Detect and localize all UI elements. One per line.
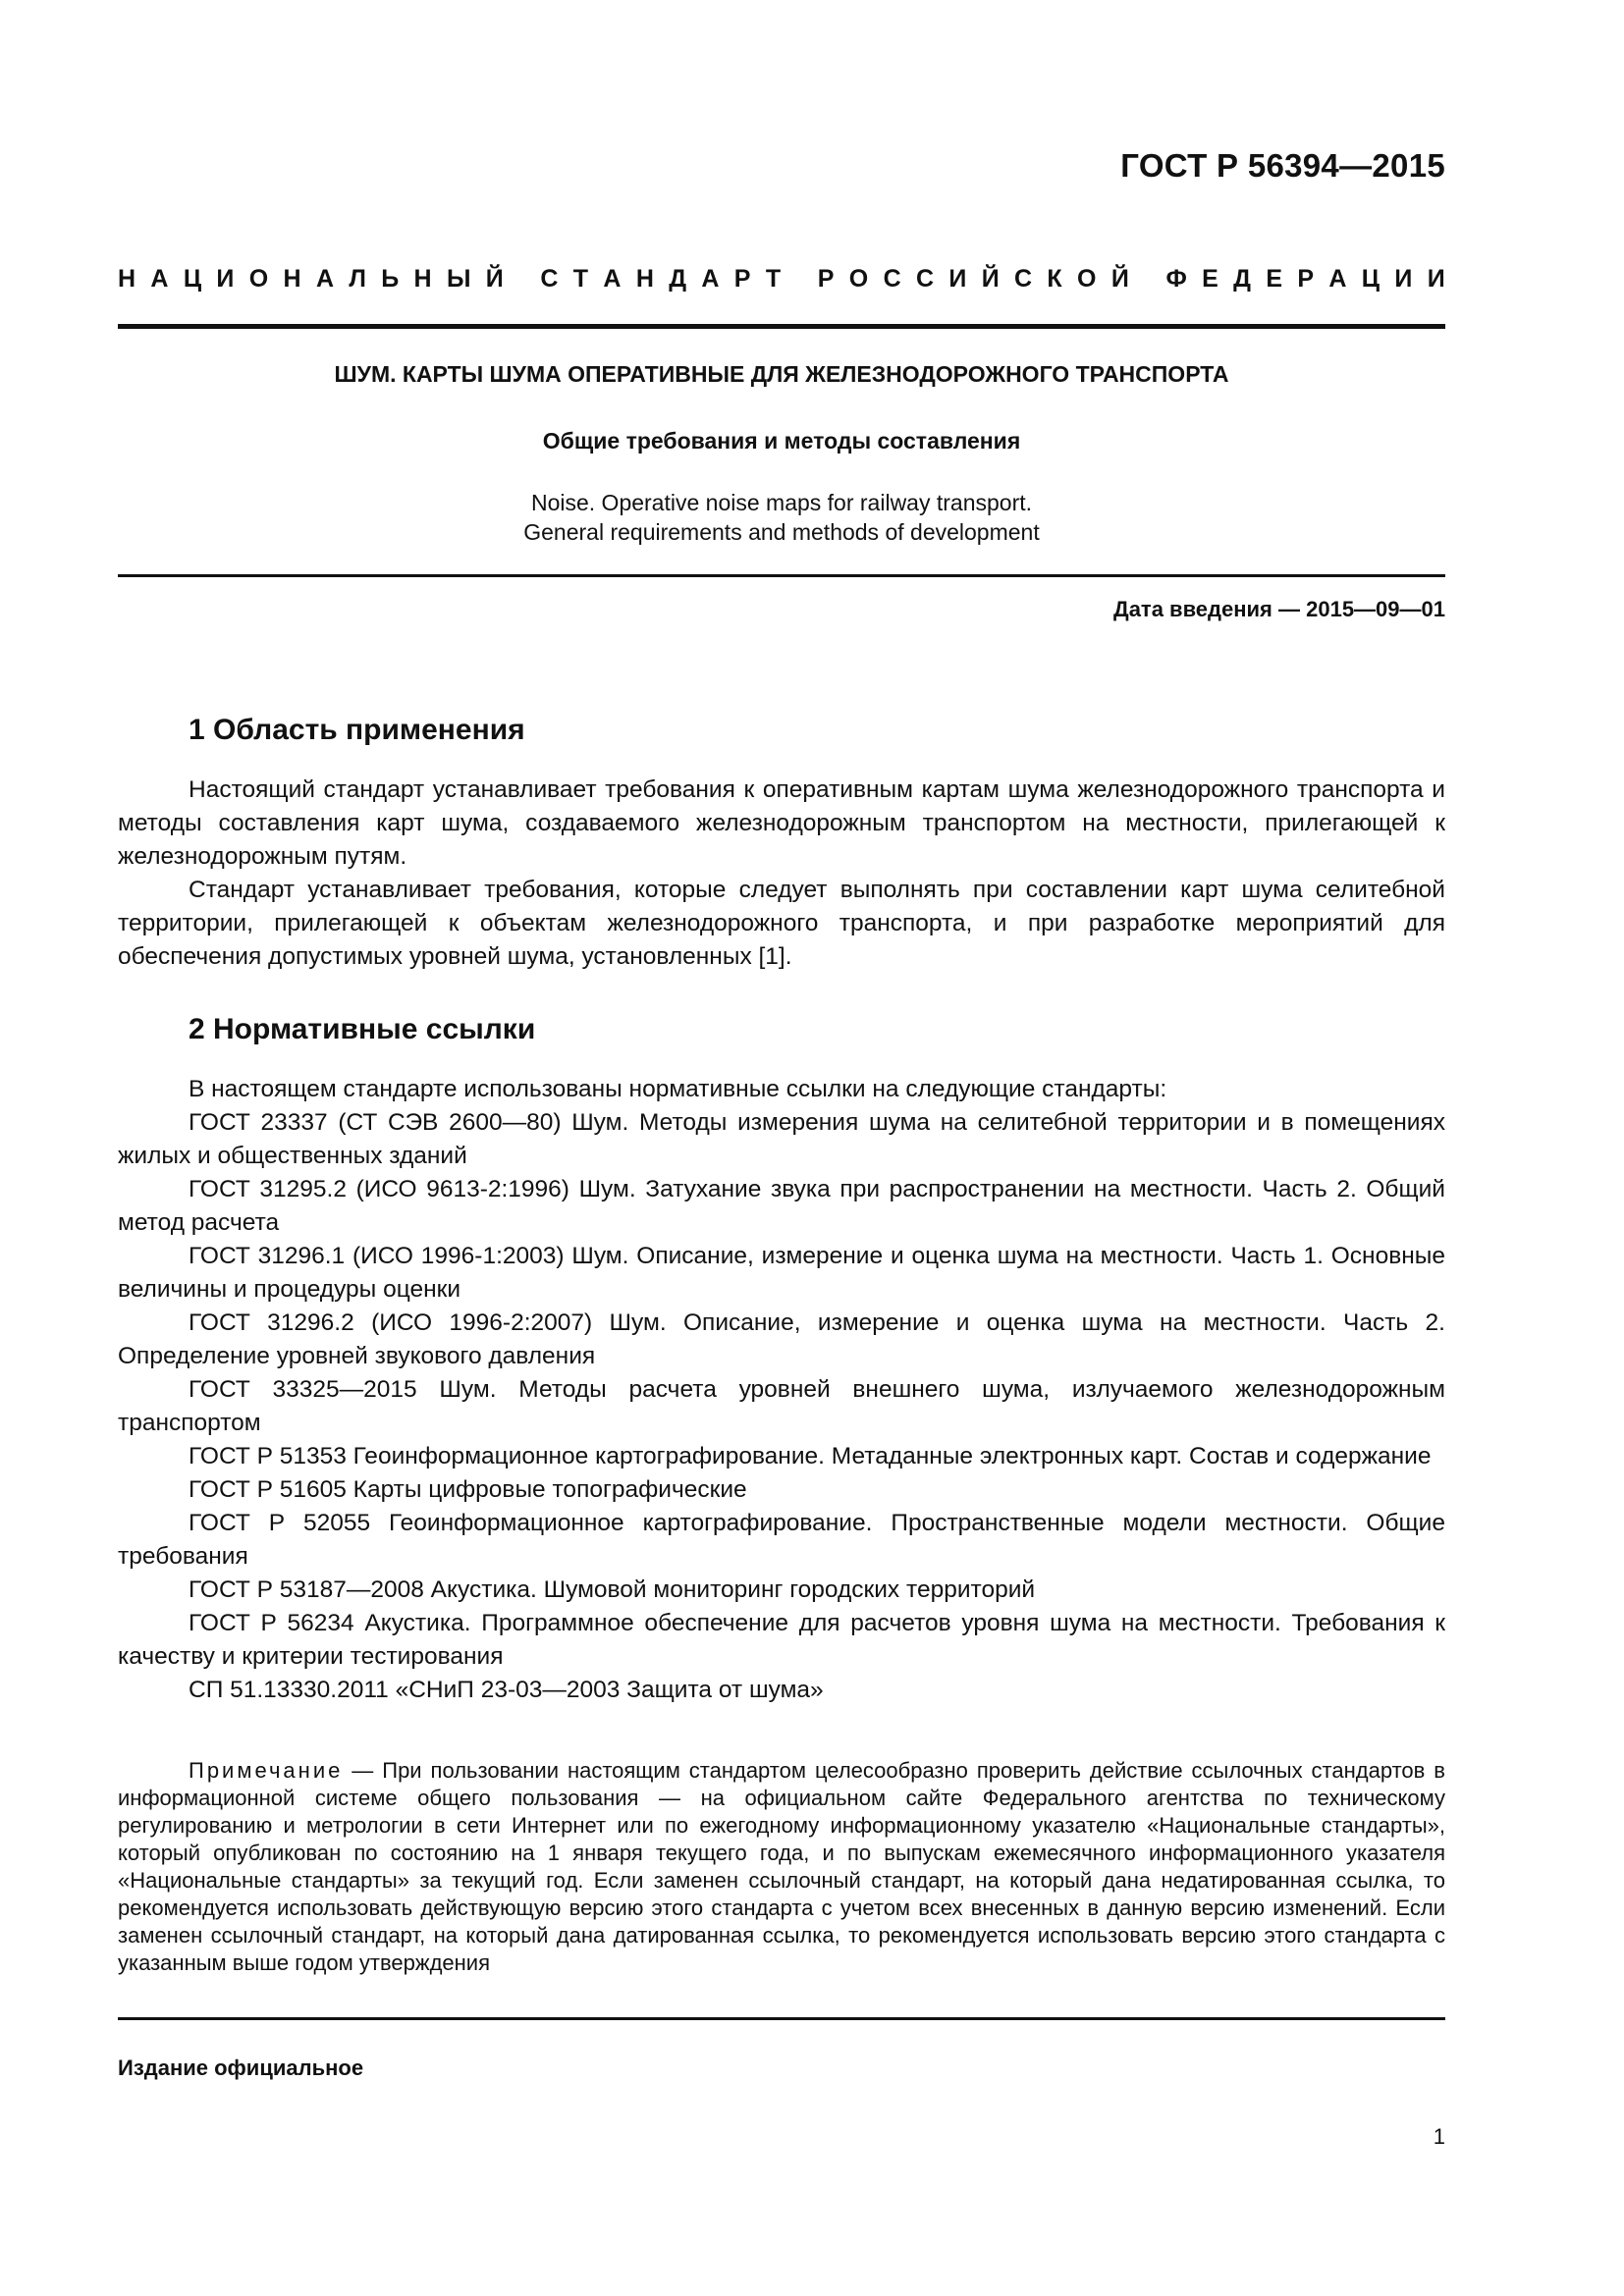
- heading-letter: Ц: [183, 265, 202, 293]
- reference-item: СП 51.13330.2011 «СНиП 23-03—2003 Защита от шума»: [189, 1677, 824, 1703]
- heading-letter: Е: [1266, 265, 1282, 293]
- heading-letter: К: [1047, 265, 1062, 293]
- footer-rule: [118, 2017, 1445, 2020]
- references-intro: В настоящем стандарте использованы нормативные ссылки на следующие стандарты:: [189, 1076, 1167, 1102]
- heading-letter: Р: [817, 265, 835, 293]
- heading-letter: О: [848, 265, 869, 293]
- reference-item: ГОСТ 31295.2 (ИСО 9613-2:1996) Шум. Затухание звука при распространении на местности. Часть 2. Общий метод расчета: [118, 1176, 1445, 1236]
- heading-letter: И: [216, 265, 235, 293]
- heading-space: [1144, 265, 1151, 294]
- heading-letter: И: [1394, 265, 1413, 293]
- section-1-paragraph: Стандарт устанавливает требования, которые следует выполнять при составлении карт шума селитебной территории, прилегающей к объектам железнодорожного транспорта, и при разработке мероприятий для обеспечения допустимых уровней шума, установленных [1].: [118, 877, 1445, 970]
- references-list: [118, 1073, 1445, 1707]
- heading-letter: Й: [485, 265, 504, 293]
- heading-letter: Р: [733, 265, 751, 293]
- heading-letter: Ф: [1165, 265, 1187, 293]
- heading-letter: А: [150, 265, 169, 293]
- document-subtitle: Общие требования и методы составления: [542, 428, 1021, 454]
- heading-letter: Ы: [446, 265, 471, 293]
- reference-item: ГОСТ 31296.1 (ИСО 1996-1:2003) Шум. Описание, измерение и оценка шума на местности. Часть 1. Основные величины и процедуры оценки: [118, 1243, 1445, 1303]
- heading-letter: А: [603, 265, 622, 293]
- reference-item: ГОСТ Р 56234 Акустика. Программное обеспечение для расчетов уровня шума на местности. Требования к качеству и критерии тестирования: [118, 1610, 1445, 1670]
- section-2-heading: 2 Нормативные ссылки: [189, 1013, 536, 1045]
- reference-item: ГОСТ 31296.2 (ИСО 1996-2:2007) Шум. Описание, измерение и оценка шума на местности. Часть 2. Определение уровней звукового давления: [118, 1309, 1445, 1369]
- heading-letter: Н: [283, 265, 301, 293]
- reference-item: ГОСТ Р 52055 Геоинформационное картографирование. Пространственные модели местности. Общие требования: [118, 1510, 1445, 1570]
- reference-item: ГОСТ 33325—2015 Шум. Методы расчета уровней внешнего шума, излучаемого железнодорожным транспортом: [118, 1376, 1445, 1436]
- heading-letter: Й: [1110, 265, 1129, 293]
- document-page: [118, 0, 1445, 2296]
- note-label: Примечание: [189, 1758, 344, 1783]
- heading-letter: А: [701, 265, 720, 293]
- page-number: 1: [1433, 2124, 1445, 2149]
- heading-letter: Р: [1297, 265, 1315, 293]
- note: [118, 1757, 1445, 1977]
- section-1-heading: 1 Область применения: [189, 714, 525, 746]
- heading-letter: С: [1014, 265, 1033, 293]
- note-text: — При пользовании настоящим стандартом целесообразно проверить действие ссылочных стандартов в информационной системе общего пользования — на официальном сайте Федерального агентства по техническому регулированию и метрологии в сети Интернет или по ежегодному информационному указателю «Национальные стандарты», который опубликован по состоянию на 1 января текущего года, и по выпускам ежемесячного информационного указателя «Национальные стандарты» за текущий год. Если заменен ссылочный стандарт, на который дана недатированная ссылка, то рекомендуется использовать действующую версию этого стандарта с учетом всех внесенных в данную версию изменений. Если заменен ссылочный стандарт, на который дана датированная ссылка, то рекомендуется использовать версию этого стандарта с указанным выше годом утверждения: [118, 1758, 1445, 1975]
- heading-letter: Ь: [381, 265, 400, 293]
- heading-letter: А: [1328, 265, 1347, 293]
- standard-type-heading: [118, 265, 1445, 294]
- english-title: [118, 488, 1445, 547]
- heading-letter: С: [540, 265, 559, 293]
- english-title-line-2: General requirements and methods of development: [523, 519, 1040, 545]
- heading-letter: О: [1077, 265, 1097, 293]
- heading-letter: Н: [413, 265, 432, 293]
- heading-letter: И: [948, 265, 967, 293]
- reference-item: ГОСТ 23337 (СТ СЭВ 2600—80) Шум. Методы измерения шума на селитебной территории и в помещениях жилых и общественных зданий: [118, 1109, 1445, 1169]
- section-1-paragraph: Настоящий стандарт устанавливает требования к оперативным картам шума железнодорожного транспорта и методы составления карт шума, создаваемого железнодорожным транспортом на местности, прилегающей к железнодорожным путям.: [118, 776, 1445, 870]
- reference-item: ГОСТ Р 51605 Карты цифровые топографические: [189, 1476, 747, 1503]
- heading-letter: Т: [765, 265, 782, 293]
- reference-item: ГОСТ Р 53187—2008 Акустика. Шумовой мониторинг городских территорий: [189, 1576, 1036, 1603]
- heading-space: [795, 265, 802, 294]
- heading-letter: О: [248, 265, 269, 293]
- english-title-line-1: Noise. Operative noise maps for railway transport.: [530, 490, 1033, 515]
- heading-letter: И: [1427, 265, 1445, 293]
- heading-letter: Д: [1233, 265, 1251, 293]
- heading-letter: Е: [1202, 265, 1218, 293]
- heading-letter: Л: [349, 265, 366, 293]
- heading-letter: С: [915, 265, 935, 293]
- standard-designation: ГОСТ Р 56394—2015: [1120, 147, 1445, 184]
- heading-letter: Н: [635, 265, 654, 293]
- header-rule: [118, 324, 1445, 329]
- section-1-body: [118, 774, 1445, 974]
- document-title: ШУМ. КАРТЫ ШУМА ОПЕРАТИВНЫЕ ДЛЯ ЖЕЛЕЗНОДОРОЖНОГО ТРАНСПОРТА: [334, 361, 1229, 387]
- introduction-date: Дата введения — 2015—09—01: [1113, 597, 1445, 621]
- heading-letter: Н: [118, 265, 136, 293]
- reference-item: ГОСТ Р 51353 Геоинформационное картографирование. Метаданные электронных карт. Состав и содержание: [189, 1443, 1432, 1469]
- heading-letter: Ц: [1361, 265, 1380, 293]
- heading-letter: Д: [669, 265, 687, 293]
- heading-letter: Т: [572, 265, 589, 293]
- edition-label: Издание официальное: [118, 2056, 364, 2080]
- heading-space: [518, 265, 525, 294]
- heading-letter: С: [883, 265, 901, 293]
- heading-letter: А: [315, 265, 334, 293]
- heading-letter: Й: [981, 265, 1000, 293]
- title-rule: [118, 574, 1445, 577]
